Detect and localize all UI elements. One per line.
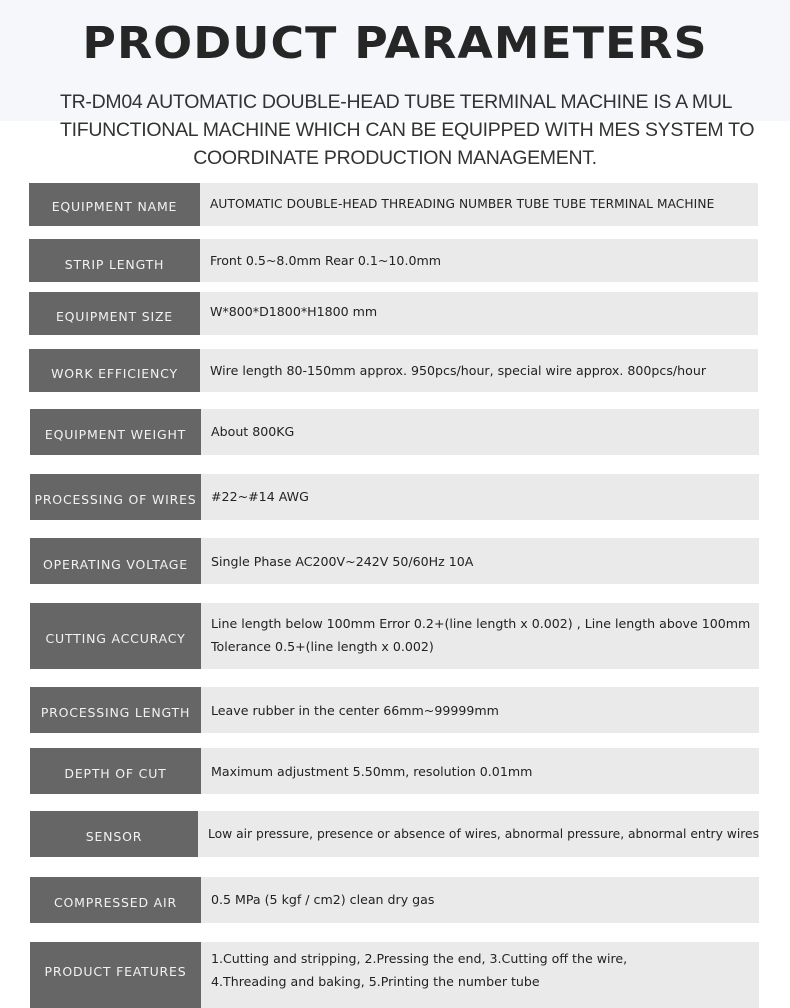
param-value-line: 0.5 MPa (5 kgf / cm2) clean dry gas [211, 891, 435, 907]
param-value-line: Single Phase AC200V~242V 50/60Hz 10A [211, 553, 474, 569]
param-row-processing-of-wires [30, 474, 759, 520]
param-row-work-efficiency [29, 349, 758, 392]
param-row-strip-length [29, 239, 758, 282]
param-row-product-features [30, 942, 759, 1008]
param-value [201, 538, 759, 584]
param-value-line: Line length below 100mm Error 0.2+(line length x 0.002) , Line length above 100mm [211, 616, 751, 631]
param-row-equipment-weight [30, 409, 759, 455]
param-row-depth-of-cut [30, 748, 759, 794]
param-value [201, 748, 759, 794]
param-value [200, 183, 758, 226]
param-label: SENSOR [30, 811, 198, 857]
param-value-line: Low air pressure, presence or absence of wires, abnormal pressure, abnormal entry wires [207, 826, 759, 841]
param-value-line: Leave rubber in the center 66mm~99999mm [211, 702, 499, 718]
param-value-line: Wire length 80-150mm approx. 950pcs/hour, special wire approx. 800pcs/hour [210, 363, 707, 378]
param-row-sensor [30, 811, 759, 857]
param-label: STRIP LENGTH [29, 239, 200, 282]
param-value-line: #22~#14 AWG [211, 489, 309, 504]
page-title: PRODUCT PARAMETERS [82, 18, 708, 69]
param-value [201, 877, 759, 923]
param-label: EQUIPMENT NAME [29, 183, 200, 226]
param-row-equipment-size [29, 292, 758, 335]
param-value-line: Front 0.5~8.0mm Rear 0.1~10.0mm [210, 253, 441, 268]
subtitle-line: TR-DM04 AUTOMATIC DOUBLE-HEAD TUBE TERMINAL MACHINE IS A MUL [60, 91, 733, 113]
param-label: PROCESSING OF WIRES [30, 474, 201, 520]
param-value [201, 687, 759, 733]
param-value-line: W*800*D1800*H1800 mm [210, 304, 378, 319]
param-label: WORK EFFICIENCY [29, 349, 200, 392]
param-value-line: About 800KG [211, 424, 295, 439]
param-row-processing-length [30, 687, 759, 733]
param-value [200, 349, 758, 392]
param-label: EQUIPMENT WEIGHT [30, 409, 201, 455]
page-subtitle [60, 88, 755, 172]
param-value [200, 292, 758, 335]
param-label: COMPRESSED AIR [30, 877, 201, 923]
param-value-line: Maximum adjustment 5.50mm, resolution 0.01mm [211, 763, 533, 779]
subtitle-line: COORDINATE PRODUCTION MANAGEMENT. [193, 147, 597, 169]
param-label: PROCESSING LENGTH [30, 687, 201, 733]
subtitle-line: TIFUNCTIONAL MACHINE WHICH CAN BE EQUIPPED WITH MES SYSTEM TO [60, 119, 755, 141]
param-label: EQUIPMENT SIZE [29, 292, 200, 335]
param-value-line: Tolerance 0.5+(line length x 0.002) [211, 639, 434, 654]
param-row-cutting-accuracy [30, 603, 759, 669]
param-row-operating-voltage [30, 538, 759, 584]
param-value [201, 474, 759, 520]
param-value-line: 1.Cutting and stripping, 2.Pressing the end, 3.Cutting off the wire, [211, 951, 628, 966]
param-value [198, 811, 759, 857]
param-value [200, 239, 758, 282]
param-label: OPERATING VOLTAGE [30, 538, 201, 584]
param-row-compressed-air [30, 877, 759, 923]
param-label: CUTTING ACCURACY [30, 603, 201, 669]
param-row-equipment-name [29, 183, 758, 226]
param-label: PRODUCT FEATURES [30, 942, 201, 1008]
param-value [201, 603, 759, 669]
param-value [201, 409, 759, 455]
param-value [201, 942, 759, 1008]
param-value-line: AUTOMATIC DOUBLE-HEAD THREADING NUMBER TUBE TUBE TERMINAL MACHINE [210, 197, 715, 211]
param-value-line: 4.Threading and baking, 5.Printing the number tube [211, 974, 540, 989]
param-label: DEPTH OF CUT [30, 748, 201, 794]
